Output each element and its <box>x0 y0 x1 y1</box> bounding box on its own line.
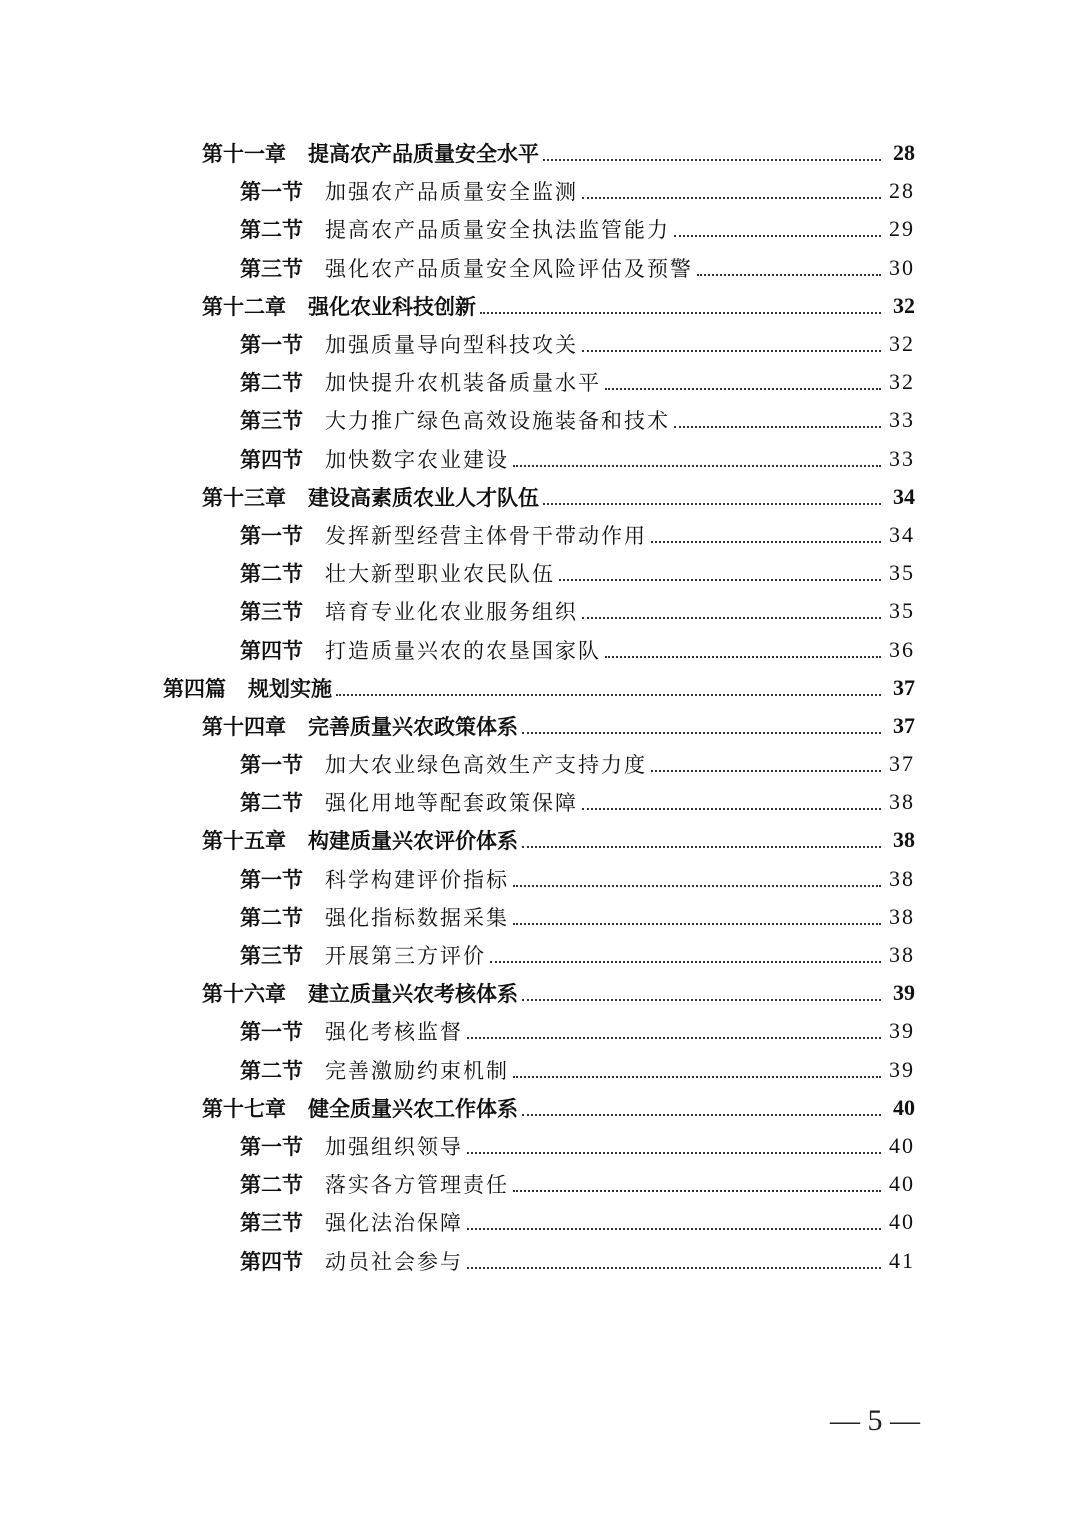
toc-dot-leader <box>522 846 881 848</box>
toc-dot-leader <box>651 541 881 543</box>
toc-entry-label <box>240 635 601 665</box>
toc-entry-label <box>240 1246 463 1276</box>
toc-entry-label <box>163 673 332 703</box>
toc-dot-leader <box>582 197 881 199</box>
toc-entry-label <box>240 940 486 970</box>
toc-dot-leader <box>513 1190 881 1192</box>
toc-entry-number: 第十三章 <box>202 484 286 510</box>
toc-entry-label <box>202 291 476 321</box>
toc-entry-label <box>240 444 509 474</box>
toc-entry-page: 32 <box>893 292 915 318</box>
toc-entry-number: 第一节 <box>240 179 303 205</box>
toc-entry-label <box>240 214 670 244</box>
toc-entry-title: 动员社会参与 <box>325 1249 463 1274</box>
toc-entry-page: 34 <box>889 521 915 547</box>
toc-entry-title: 建立质量兴农考核体系 <box>308 981 518 1007</box>
toc-entry-title: 加大农业绿色高效生产支持力度 <box>325 753 647 778</box>
toc-entry-number: 第二节 <box>240 1057 303 1083</box>
toc-entry-number: 第一节 <box>240 522 303 548</box>
toc-entry-number: 第三节 <box>240 255 303 281</box>
toc-chapter-entry <box>0 287 1080 325</box>
toc-entry-number: 第十一章 <box>202 141 286 167</box>
toc-section-entry <box>0 860 1080 898</box>
toc-entry-label <box>240 176 578 206</box>
toc-entry-title: 发挥新型经营主体骨干带动作用 <box>325 523 647 548</box>
toc-entry-page: 39 <box>893 980 915 1006</box>
toc-entry-number: 第四篇 <box>163 675 226 701</box>
toc-entry-title: 科学构建评价指标 <box>325 867 509 892</box>
toc-dot-leader <box>582 808 881 810</box>
toc-entry-page: 29 <box>889 216 915 242</box>
toc-entry-label <box>240 864 509 894</box>
toc-entry-number: 第二节 <box>240 904 303 930</box>
toc-entry-number: 第十二章 <box>202 293 286 319</box>
toc-entry-number: 第三节 <box>240 1210 303 1236</box>
toc-entry-label <box>240 787 578 817</box>
toc-chapter-entry <box>0 478 1080 516</box>
toc-entry-title: 规划实施 <box>248 675 332 701</box>
toc-dot-leader <box>513 1076 881 1078</box>
toc-section-entry <box>0 1203 1080 1241</box>
toc-entry-label <box>240 902 509 932</box>
toc-entry-page: 40 <box>889 1171 915 1197</box>
toc-entry-number: 第一节 <box>240 752 303 778</box>
toc-dot-leader <box>467 1152 881 1154</box>
toc-section-entry <box>0 1012 1080 1050</box>
toc-entry-label <box>240 1016 463 1046</box>
toc-entry-label <box>240 596 578 626</box>
toc-section-entry <box>0 1127 1080 1165</box>
toc-entry-number: 第一节 <box>240 1019 303 1045</box>
toc-entry-label <box>240 367 601 397</box>
toc-entry-page: 30 <box>889 254 915 280</box>
toc-section-entry <box>0 592 1080 630</box>
toc-dot-leader <box>467 1228 881 1230</box>
toc-entry-page: 40 <box>889 1132 915 1158</box>
toc-section-entry <box>0 516 1080 554</box>
toc-entry-label <box>202 482 539 512</box>
toc-dot-leader <box>582 617 881 619</box>
toc-entry-title: 强化用地等配套政策保障 <box>325 791 578 816</box>
toc-entry-number: 第三节 <box>240 943 303 969</box>
toc-entry-page: 39 <box>889 1056 915 1082</box>
toc-entry-title: 落实各方管理责任 <box>325 1173 509 1198</box>
toc-entry-page: 32 <box>889 331 915 357</box>
toc-section-entry <box>0 1241 1080 1279</box>
toc-entry-number: 第十五章 <box>202 828 286 854</box>
toc-entry-page: 38 <box>889 903 915 929</box>
toc-entry-title: 壮大新型职业农民队伍 <box>325 562 555 587</box>
toc-entry-label <box>202 138 539 168</box>
toc-entry-page: 38 <box>889 789 915 815</box>
toc-section-entry <box>0 440 1080 478</box>
toc-entry-number: 第二节 <box>240 370 303 396</box>
toc-entry-page: 36 <box>889 636 915 662</box>
toc-dot-leader <box>605 388 881 390</box>
toc-entry-number: 第四节 <box>240 446 303 472</box>
toc-entry-title: 强化指标数据采集 <box>325 905 509 930</box>
toc-entry-title: 提高农产品质量安全执法监管能力 <box>325 218 670 243</box>
toc-section-entry <box>0 1165 1080 1203</box>
toc-entry-label <box>240 253 693 283</box>
toc-section-entry <box>0 630 1080 668</box>
toc-dot-leader <box>543 159 881 161</box>
toc-entry-title: 开展第三方评价 <box>325 944 486 969</box>
toc-entry-title: 强化农产品质量安全风险评估及预警 <box>325 256 693 281</box>
table-of-contents <box>0 134 1080 1280</box>
toc-entry-label <box>240 558 555 588</box>
toc-entry-title: 大力推广绿色高效设施装备和技术 <box>325 409 670 434</box>
toc-section-entry <box>0 745 1080 783</box>
toc-entry-title: 加强农产品质量安全监测 <box>325 180 578 205</box>
toc-chapter-entry <box>0 974 1080 1012</box>
toc-entry-title: 强化法治保障 <box>325 1211 463 1236</box>
toc-section-entry <box>0 401 1080 439</box>
toc-entry-label <box>240 1207 463 1237</box>
toc-dot-leader <box>522 999 881 1001</box>
toc-chapter-entry <box>0 1089 1080 1127</box>
toc-entry-title: 完善激励约束机制 <box>325 1058 509 1083</box>
toc-section-entry <box>0 172 1080 210</box>
toc-entry-page: 28 <box>893 140 915 166</box>
toc-entry-title: 加强质量导向型科技攻关 <box>325 333 578 358</box>
toc-entry-number: 第四节 <box>240 1248 303 1274</box>
toc-entry-number: 第二节 <box>240 790 303 816</box>
toc-part-entry <box>0 669 1080 707</box>
toc-entry-title: 构建质量兴农评价体系 <box>308 828 518 854</box>
toc-entry-number: 第一节 <box>240 1133 303 1159</box>
toc-entry-label <box>240 749 647 779</box>
toc-entry-page: 37 <box>893 712 915 738</box>
toc-entry-number: 第十六章 <box>202 981 286 1007</box>
toc-entry-title: 提高农产品质量安全水平 <box>308 141 539 167</box>
toc-entry-number: 第三节 <box>240 599 303 625</box>
toc-entry-number: 第四节 <box>240 637 303 663</box>
toc-entry-title: 强化农业科技创新 <box>308 293 476 319</box>
toc-entry-page: 41 <box>889 1247 915 1273</box>
toc-chapter-entry <box>0 821 1080 859</box>
toc-entry-number: 第一节 <box>240 866 303 892</box>
toc-dot-leader <box>605 656 881 658</box>
toc-section-entry <box>0 1051 1080 1089</box>
toc-entry-page: 35 <box>889 560 915 586</box>
toc-entry-label <box>202 825 518 855</box>
toc-entry-number: 第十七章 <box>202 1095 286 1121</box>
toc-entry-label <box>240 405 670 435</box>
toc-entry-page: 34 <box>893 483 915 509</box>
toc-dot-leader <box>336 694 881 696</box>
toc-dot-leader <box>559 579 881 581</box>
toc-entry-label <box>240 329 578 359</box>
toc-entry-title: 培育专业化农业服务组织 <box>325 600 578 625</box>
toc-entry-label <box>240 520 647 550</box>
toc-dot-leader <box>513 465 881 467</box>
toc-dot-leader <box>513 923 881 925</box>
toc-entry-page: 37 <box>893 674 915 700</box>
toc-section-entry <box>0 936 1080 974</box>
toc-entry-page: 40 <box>893 1094 915 1120</box>
toc-entry-page: 33 <box>889 445 915 471</box>
toc-entry-title: 加快数字农业建设 <box>325 447 509 472</box>
toc-entry-number: 第二节 <box>240 217 303 243</box>
toc-dot-leader <box>543 503 881 505</box>
toc-entry-page: 38 <box>889 942 915 968</box>
toc-dot-leader <box>480 312 881 314</box>
toc-entry-title: 健全质量兴农工作体系 <box>308 1095 518 1121</box>
toc-section-entry <box>0 210 1080 248</box>
toc-dot-leader <box>522 1114 881 1116</box>
toc-entry-number: 第一节 <box>240 332 303 358</box>
toc-entry-label <box>202 1093 518 1123</box>
toc-dot-leader <box>467 1267 881 1269</box>
toc-section-entry <box>0 249 1080 287</box>
toc-entry-title: 打造质量兴农的农垦国家队 <box>325 638 601 663</box>
toc-entry-page: 28 <box>889 178 915 204</box>
toc-entry-page: 37 <box>889 751 915 777</box>
toc-section-entry <box>0 325 1080 363</box>
toc-dot-leader <box>697 274 881 276</box>
toc-dot-leader <box>490 961 881 963</box>
toc-dot-leader <box>674 235 881 237</box>
toc-entry-number: 第二节 <box>240 561 303 587</box>
toc-entry-label <box>202 711 518 741</box>
toc-dot-leader <box>674 426 881 428</box>
toc-entry-title: 加强组织领导 <box>325 1134 463 1159</box>
toc-entry-title: 完善质量兴农政策体系 <box>308 713 518 739</box>
toc-entry-number: 第二节 <box>240 1172 303 1198</box>
toc-entry-label <box>202 978 518 1008</box>
toc-dot-leader <box>651 770 881 772</box>
toc-entry-page: 39 <box>889 1018 915 1044</box>
toc-entry-page: 38 <box>889 865 915 891</box>
toc-section-entry <box>0 554 1080 592</box>
toc-entry-label <box>240 1131 463 1161</box>
toc-entry-page: 33 <box>889 407 915 433</box>
toc-entry-number: 第三节 <box>240 408 303 434</box>
toc-dot-leader <box>582 350 881 352</box>
toc-entry-page: 38 <box>893 827 915 853</box>
toc-dot-leader <box>467 1037 881 1039</box>
toc-entry-label <box>240 1169 509 1199</box>
toc-chapter-entry <box>0 134 1080 172</box>
page-number: — 5 — <box>830 1404 920 1437</box>
toc-entry-title: 加快提升农机装备质量水平 <box>325 371 601 396</box>
toc-entry-title: 建设高素质农业人才队伍 <box>308 484 539 510</box>
toc-entry-label <box>240 1055 509 1085</box>
toc-dot-leader <box>513 885 881 887</box>
toc-entry-number: 第十四章 <box>202 713 286 739</box>
toc-section-entry <box>0 363 1080 401</box>
toc-section-entry <box>0 898 1080 936</box>
toc-entry-page: 32 <box>889 369 915 395</box>
toc-chapter-entry <box>0 707 1080 745</box>
toc-entry-page: 35 <box>889 598 915 624</box>
toc-entry-page: 40 <box>889 1209 915 1235</box>
toc-dot-leader <box>522 732 881 734</box>
toc-entry-title: 强化考核监督 <box>325 1020 463 1045</box>
toc-section-entry <box>0 783 1080 821</box>
